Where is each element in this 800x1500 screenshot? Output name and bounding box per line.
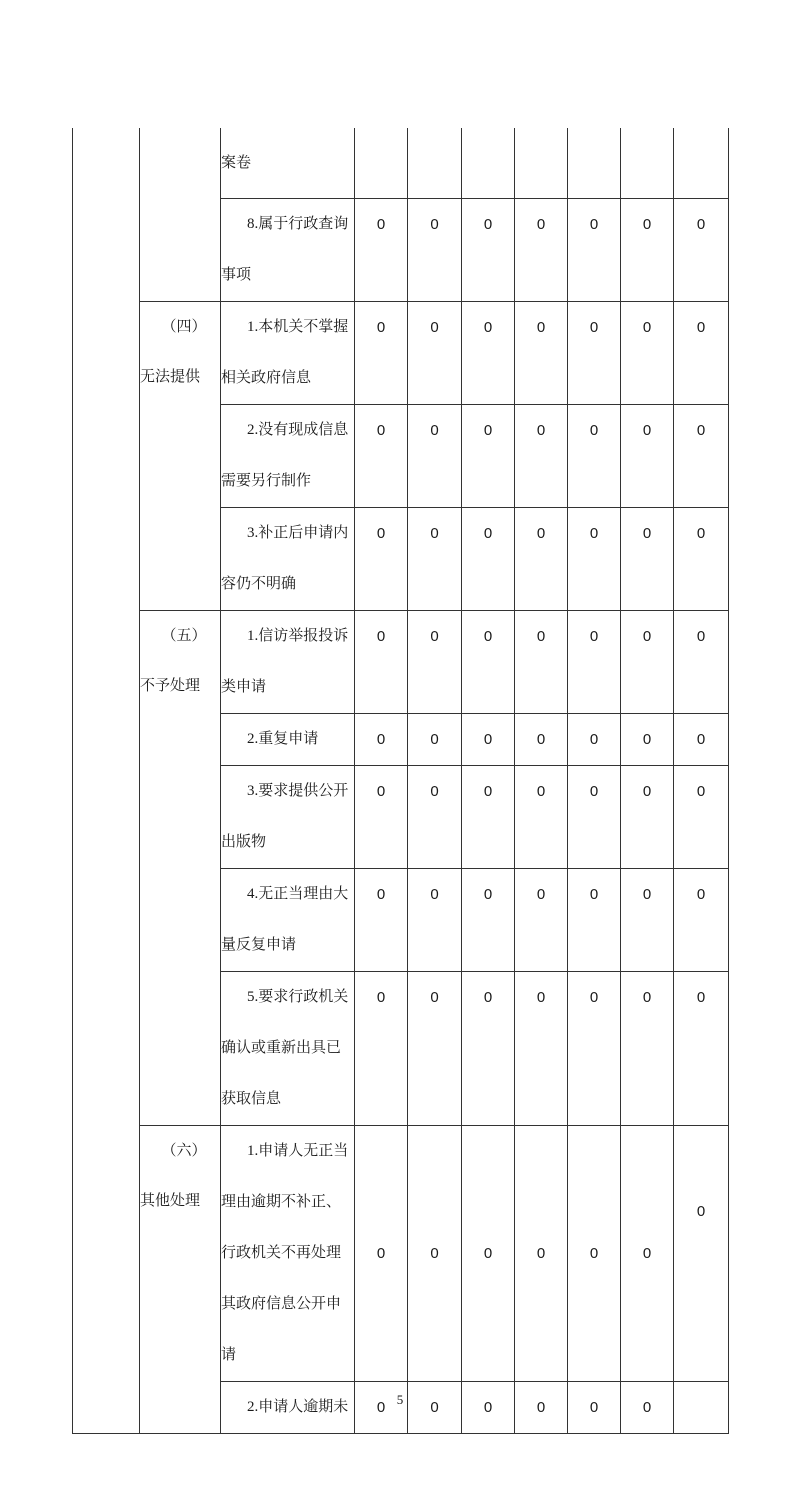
page-number: 5 xyxy=(396,1392,404,1407)
value-cell xyxy=(408,199,462,302)
value-cell xyxy=(355,714,408,766)
value-cell xyxy=(462,128,515,199)
value-cell xyxy=(462,302,515,405)
value-cell xyxy=(515,972,568,1126)
value-cell xyxy=(674,1126,729,1382)
value: 0 xyxy=(642,783,652,800)
table-row xyxy=(73,302,729,405)
value: 0 xyxy=(536,886,546,903)
value: 0 xyxy=(483,731,493,748)
value-cell xyxy=(515,199,568,302)
value-cell xyxy=(621,508,674,611)
value: 0 xyxy=(536,783,546,800)
value-cell xyxy=(408,972,462,1126)
value: 0 xyxy=(589,1245,599,1262)
value: 0 xyxy=(642,319,652,336)
value-cell xyxy=(515,405,568,508)
value-cell xyxy=(568,766,621,869)
value-cell xyxy=(355,199,408,302)
outer-category-cell xyxy=(73,128,140,1434)
value-cell xyxy=(674,611,729,714)
value-cell xyxy=(621,972,674,1126)
value-cell xyxy=(674,972,729,1126)
value-cell xyxy=(515,1126,568,1382)
item-label: 1.申请人无正当理由逾期不补正、行政机关不再处理其政府信息公开申请 xyxy=(221,1143,349,1363)
table-row xyxy=(73,1126,729,1382)
value-cell xyxy=(568,869,621,972)
value-cell xyxy=(408,766,462,869)
value-cell xyxy=(515,611,568,714)
table-row xyxy=(73,128,729,199)
value: 0 xyxy=(642,886,652,903)
item-label: 1.信访举报投诉类申请 xyxy=(221,628,349,695)
item-label-cell xyxy=(221,1126,355,1382)
item-label-cell xyxy=(221,766,355,869)
value: 0 xyxy=(536,731,546,748)
value-cell xyxy=(568,972,621,1126)
value: 0 xyxy=(483,628,493,645)
value: 0 xyxy=(589,783,599,800)
value-cell xyxy=(408,1126,462,1382)
item-label: 案卷 xyxy=(221,155,252,171)
value: 0 xyxy=(536,1245,546,1262)
value-cell xyxy=(674,199,729,302)
value-cell xyxy=(568,128,621,199)
value-cell xyxy=(515,714,568,766)
item-label-cell xyxy=(221,302,355,405)
value-cell xyxy=(621,1126,674,1382)
value: 0 xyxy=(589,422,599,439)
value: 0 xyxy=(483,216,493,233)
item-label: 2.重复申请 xyxy=(247,731,319,747)
item-label: 3.要求提供公开出版物 xyxy=(221,783,349,850)
group-cell xyxy=(140,302,221,611)
value-cell xyxy=(568,302,621,405)
item-label: 2.申请人逾期未 xyxy=(247,1399,349,1415)
value: 0 xyxy=(483,1245,493,1262)
value: 0 xyxy=(536,422,546,439)
item-label: 1.本机关不掌握相关政府信息 xyxy=(221,319,349,386)
value-cell xyxy=(355,128,408,199)
value: 0 xyxy=(536,628,546,645)
table-row xyxy=(73,611,729,714)
value-cell xyxy=(515,302,568,405)
value: 0 xyxy=(589,319,599,336)
value: 0 xyxy=(376,525,386,542)
value-cell xyxy=(462,972,515,1126)
value: 0 xyxy=(696,319,706,336)
value: 0 xyxy=(642,422,652,439)
value: 0 xyxy=(696,989,706,1006)
value: 0 xyxy=(589,989,599,1006)
item-label: 2.没有现成信息需要另行制作 xyxy=(221,422,349,489)
item-label-cell xyxy=(221,611,355,714)
value: 0 xyxy=(696,216,706,233)
value: 0 xyxy=(589,216,599,233)
group-number: （六） xyxy=(161,1143,207,1159)
value-cell xyxy=(621,128,674,199)
value-cell xyxy=(515,508,568,611)
value-cell xyxy=(621,405,674,508)
value-cell xyxy=(621,199,674,302)
value: 0 xyxy=(696,783,706,800)
value-cell xyxy=(355,869,408,972)
value: 0 xyxy=(483,422,493,439)
value: 0 xyxy=(483,783,493,800)
value: 0 xyxy=(536,216,546,233)
value-cell xyxy=(408,128,462,199)
value: 0 xyxy=(696,886,706,903)
item-label: 8.属于行政查询事项 xyxy=(221,216,349,283)
value: 0 xyxy=(483,525,493,542)
value-cell xyxy=(621,766,674,869)
item-label-cell xyxy=(221,508,355,611)
value: 0 xyxy=(642,216,652,233)
value: 0 xyxy=(696,628,706,645)
value-cell xyxy=(515,128,568,199)
value: 0 xyxy=(589,886,599,903)
value-cell xyxy=(355,972,408,1126)
value: 0 xyxy=(696,731,706,748)
value: 0 xyxy=(430,1399,439,1416)
value: 0 xyxy=(376,989,386,1006)
value-cell xyxy=(462,714,515,766)
value-cell xyxy=(674,766,729,869)
value-cell xyxy=(462,199,515,302)
group-name: 其他处理 xyxy=(140,1193,201,1209)
value-cell xyxy=(621,302,674,405)
value-cell xyxy=(568,1126,621,1382)
item-label-cell xyxy=(221,405,355,508)
value-cell xyxy=(568,405,621,508)
item-label: 3.补正后申请内容仍不明确 xyxy=(221,525,349,592)
value: 0 xyxy=(430,989,439,1006)
value-cell xyxy=(621,714,674,766)
value: 0 xyxy=(589,731,599,748)
value: 0 xyxy=(376,1245,386,1262)
value: 0 xyxy=(536,989,546,1006)
value: 0 xyxy=(589,525,599,542)
group-cell-continued xyxy=(140,128,221,302)
value: 0 xyxy=(696,1203,706,1220)
value-cell xyxy=(515,869,568,972)
value: 0 xyxy=(483,319,493,336)
group-name: 无法提供 xyxy=(140,369,201,385)
value-cell xyxy=(408,869,462,972)
value: 0 xyxy=(430,783,439,800)
group-name: 不予处理 xyxy=(140,678,201,694)
value-cell xyxy=(568,199,621,302)
value: 0 xyxy=(642,628,652,645)
value: 0 xyxy=(376,1399,386,1416)
value: 0 xyxy=(642,525,652,542)
value-cell xyxy=(355,405,408,508)
value: 0 xyxy=(483,1399,493,1416)
value: 0 xyxy=(376,628,386,645)
value-cell xyxy=(674,869,729,972)
item-label-cell xyxy=(221,714,355,766)
value-cell xyxy=(568,611,621,714)
value-cell xyxy=(462,405,515,508)
item-label-cell xyxy=(221,972,355,1126)
group-cell xyxy=(140,611,221,1126)
value: 0 xyxy=(430,731,439,748)
value: 0 xyxy=(430,1245,439,1262)
value: 0 xyxy=(536,525,546,542)
value-cell xyxy=(355,611,408,714)
value: 0 xyxy=(696,422,706,439)
value-cell xyxy=(355,766,408,869)
value: 0 xyxy=(376,886,386,903)
value-cell xyxy=(408,611,462,714)
group-cell xyxy=(140,1126,221,1434)
value-cell xyxy=(355,508,408,611)
value: 0 xyxy=(376,731,386,748)
value-cell xyxy=(408,714,462,766)
value: 0 xyxy=(376,216,386,233)
value: 0 xyxy=(430,628,439,645)
value-cell xyxy=(568,714,621,766)
value: 0 xyxy=(430,886,439,903)
item-label: 4.无正当理由大量反复申请 xyxy=(221,886,349,953)
value: 0 xyxy=(642,731,652,748)
group-number: （四） xyxy=(161,319,207,335)
statistics-table xyxy=(72,128,729,1434)
value: 0 xyxy=(376,319,386,336)
value-cell xyxy=(408,405,462,508)
value: 0 xyxy=(376,422,386,439)
item-label-cell xyxy=(221,199,355,302)
value-cell xyxy=(462,1126,515,1382)
value-cell xyxy=(674,714,729,766)
value: 0 xyxy=(430,319,439,336)
value-cell xyxy=(355,302,408,405)
value: 0 xyxy=(483,989,493,1006)
value: 0 xyxy=(696,525,706,542)
value: 0 xyxy=(642,989,652,1006)
value-cell xyxy=(408,508,462,611)
value-cell xyxy=(462,869,515,972)
value-cell xyxy=(568,508,621,611)
value-cell xyxy=(674,128,729,199)
value: 0 xyxy=(642,1245,652,1262)
value: 0 xyxy=(430,216,439,233)
item-label-cell xyxy=(221,128,355,199)
value-cell xyxy=(621,611,674,714)
value-cell xyxy=(674,302,729,405)
group-number: （五） xyxy=(161,628,207,644)
item-label: 5.要求行政机关确认或重新出具已获取信息 xyxy=(221,989,349,1107)
item-label-cell xyxy=(221,869,355,972)
value-cell xyxy=(462,611,515,714)
value: 0 xyxy=(589,628,599,645)
value-cell xyxy=(621,869,674,972)
value-cell xyxy=(515,766,568,869)
value: 0 xyxy=(536,319,546,336)
value: 0 xyxy=(589,1399,599,1416)
value-cell xyxy=(408,302,462,405)
value: 0 xyxy=(483,886,493,903)
value-cell xyxy=(355,1126,408,1382)
value-cell xyxy=(462,508,515,611)
value: 0 xyxy=(536,1399,546,1416)
value: 0 xyxy=(376,783,386,800)
value: 0 xyxy=(430,422,439,439)
value-cell xyxy=(462,766,515,869)
value: 0 xyxy=(430,525,439,542)
value-cell xyxy=(674,405,729,508)
value: 0 xyxy=(642,1399,652,1416)
value-cell xyxy=(674,508,729,611)
